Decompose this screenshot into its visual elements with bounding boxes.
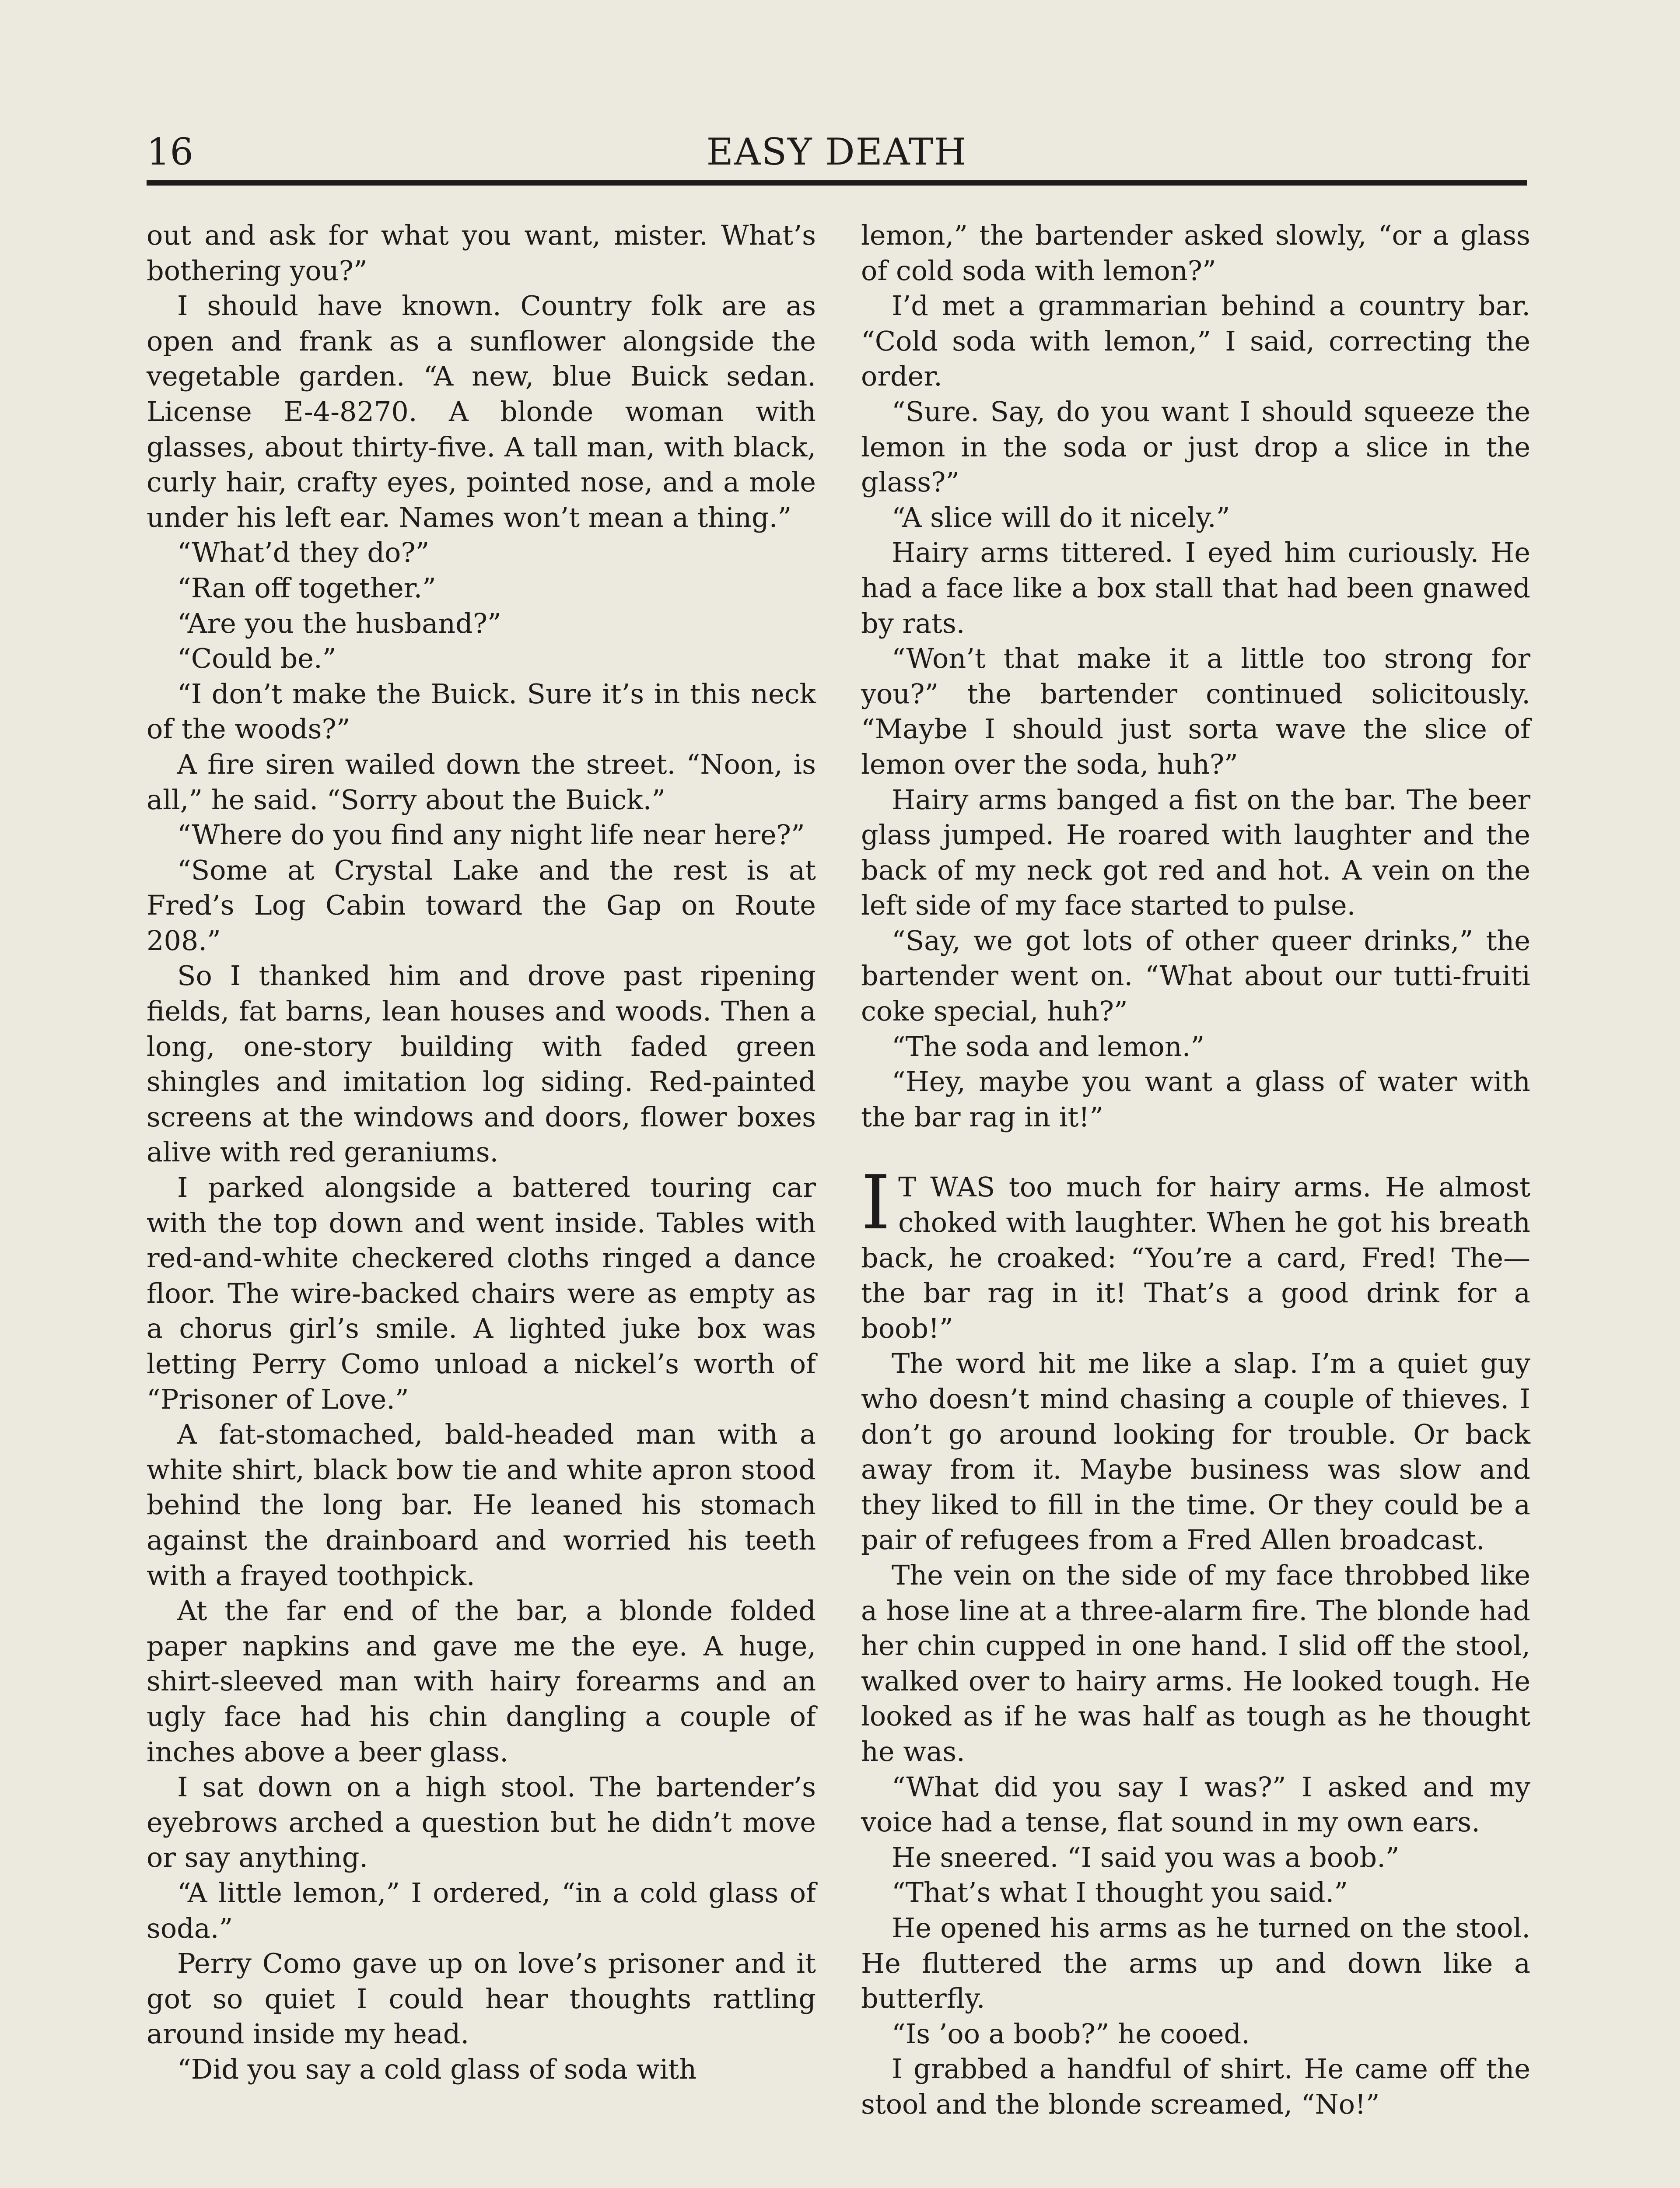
- paragraph: He sneered. “I said you was a boob.”: [892, 1841, 1400, 1873]
- header-rule: [147, 180, 1527, 186]
- paragraph: “I don’t make the Buick. Sure it’s in this neck of the woods?”: [147, 677, 816, 745]
- paragraph: “That’s what I thought you said.”: [892, 1876, 1348, 1909]
- paragraph: I grabbed a handful of shirt. He came off the stool and the blonde screamed, “No!”: [861, 2053, 1530, 2120]
- paragraph: So I thanked him and drove past ripening fields, fat barns, lean houses and woods. Then a long, one-story building with faded green shingles and imitation log siding. Red-painted screens at the windows and doors, flower boxes alive with red geraniums.: [147, 960, 816, 1168]
- paragraph: “Some at Crystal Lake and the rest is at Fred’s Log Cabin toward the Gap on Route 208.”: [147, 854, 816, 957]
- paragraph: He opened his arms as he turned on the stool. He fluttered the arms up and down like a butterfly.: [861, 1911, 1530, 2015]
- paragraph: I parked alongside a battered touring car with the top down and went inside. Tables with red-and-white checkered cloths ringed a dance floor. The wire-backed chairs were as empty as a chorus girl’s smile. A lighted juke box was letting Perry Como unload a nickel’s worth of “Prisoner of Love.”: [147, 1171, 816, 1415]
- right-column: [861, 218, 1530, 2122]
- paragraph: “A slice will do it nicely.”: [892, 501, 1230, 533]
- left-column: [147, 218, 816, 2087]
- section-start-paragraph: [861, 1160, 1530, 1346]
- paragraph: Perry Como gave up on love’s prisoner and it got so quiet I could hear thoughts rattling around inside my head.: [147, 1947, 816, 2050]
- page-header: [147, 128, 1527, 176]
- paragraph: The vein on the side of my face throbbed like a hose line at a three-alarm fire. The blonde had her chin cupped in one hand. I slid off the stool, walked over to hairy arms. He looked tough. He looked as if he was half as tough as he thought he was.: [861, 1559, 1530, 1767]
- paragraph: “Are you the husband?”: [177, 607, 501, 639]
- paragraph: Hairy arms tittered. I eyed him curiously. He had a face like a box stall that had been gnawed by rats.: [861, 536, 1530, 639]
- paragraph: Hairy arms banged a fist on the bar. The beer glass jumped. He roared with laughter and the back of my neck got red and hot. A vein on the left side of my face started to pulse.: [861, 783, 1530, 922]
- page-number: 16: [147, 130, 193, 173]
- paragraph: “Ran off together.”: [177, 572, 436, 604]
- paragraph: “What’d they do?”: [177, 536, 430, 569]
- paragraph: “Sure. Say, do you want I should squeeze the lemon in the soda or just drop a slice in the glass?”: [861, 395, 1530, 498]
- paragraph: “A little lemon,” I ordered, “in a cold glass of soda.”: [147, 1876, 816, 1944]
- paragraph: “Won’t that make it a little too strong for you?” the bartender continued solicitously. “Maybe I should just sorta wave the slice of lemon over the soda, huh?”: [861, 642, 1530, 780]
- paragraph: I should have known. Country folk are as open and frank as a sunflower alongside the vegetable garden. “A new, blue Buick sedan. License E-4-8270. A blonde woman with glasses, about thirty-five. A tall man, with black, curly hair, crafty eyes, pointed nose, and a mole under his left ear. Names won’t mean a thing.”: [147, 290, 816, 533]
- paragraph: “The soda and lemon.”: [892, 1030, 1205, 1062]
- paragraph: The word hit me like a slap. I’m a quiet guy who doesn’t mind chasing a couple of thieves. I don’t go around looking for trouble. Or back away from it. Maybe business was slow and they liked to fill in the time. Or they could be a pair of refugees from a Fred Allen broadcast.: [861, 1347, 1530, 1556]
- paragraph: At the far end of the bar, a blonde folded paper napkins and gave me the eye. A huge, shirt-sleeved man with hairy forearms and an ugly face had his chin dangling a couple of inches above a beer glass.: [147, 1595, 816, 1768]
- section-start-text: T WAS too much for hairy arms. He almost choked with laughter. When he got his breath back, he croaked: “You’re a card, Fred! The—the bar rag in it! That’s a good drink for a boob!”: [861, 1171, 1530, 1344]
- paragraph: “Could be.”: [177, 642, 336, 675]
- drop-cap: I: [861, 1160, 891, 1247]
- paragraph: “What did you say I was?” I asked and my voice had a tense, flat sound in my own ears.: [861, 1771, 1530, 1838]
- paragraph: A fire siren wailed down the street. “Noon, is all,” he said. “Sorry about the Buick.”: [147, 748, 816, 816]
- paragraph: I sat down on a high stool. The bartender’s eyebrows arched a question but he didn’t move or say anything.: [147, 1771, 816, 1874]
- paragraph: “Where do you find any night life near here?”: [177, 819, 805, 851]
- running-title: EASY DEATH: [706, 130, 967, 173]
- paragraph: “Say, we got lots of other queer drinks,” the bartender went on. “What about our tutti-fruiti coke special, huh?”: [861, 924, 1530, 1027]
- paragraph: “Is ’oo a boob?” he cooed.: [892, 2017, 1250, 2050]
- paragraph: “Did you say a cold glass of soda with: [177, 2053, 697, 2085]
- paragraph: “Hey, maybe you want a glass of water with the bar rag in it!”: [861, 1066, 1530, 1133]
- paragraph: A fat-stomached, bald-headed man with a white shirt, black bow tie and white apron stood behind the long bar. He leaned his stomach against the drainboard and worried his teeth with a frayed toothpick.: [147, 1418, 816, 1592]
- paragraph: I’d met a grammarian behind a country bar. “Cold soda with lemon,” I said, correcting the order.: [861, 290, 1530, 393]
- paragraph: out and ask for what you want, mister. What’s bothering you?”: [147, 219, 816, 287]
- paragraph: lemon,” the bartender asked slowly, “or a glass of cold soda with lemon?”: [861, 219, 1530, 287]
